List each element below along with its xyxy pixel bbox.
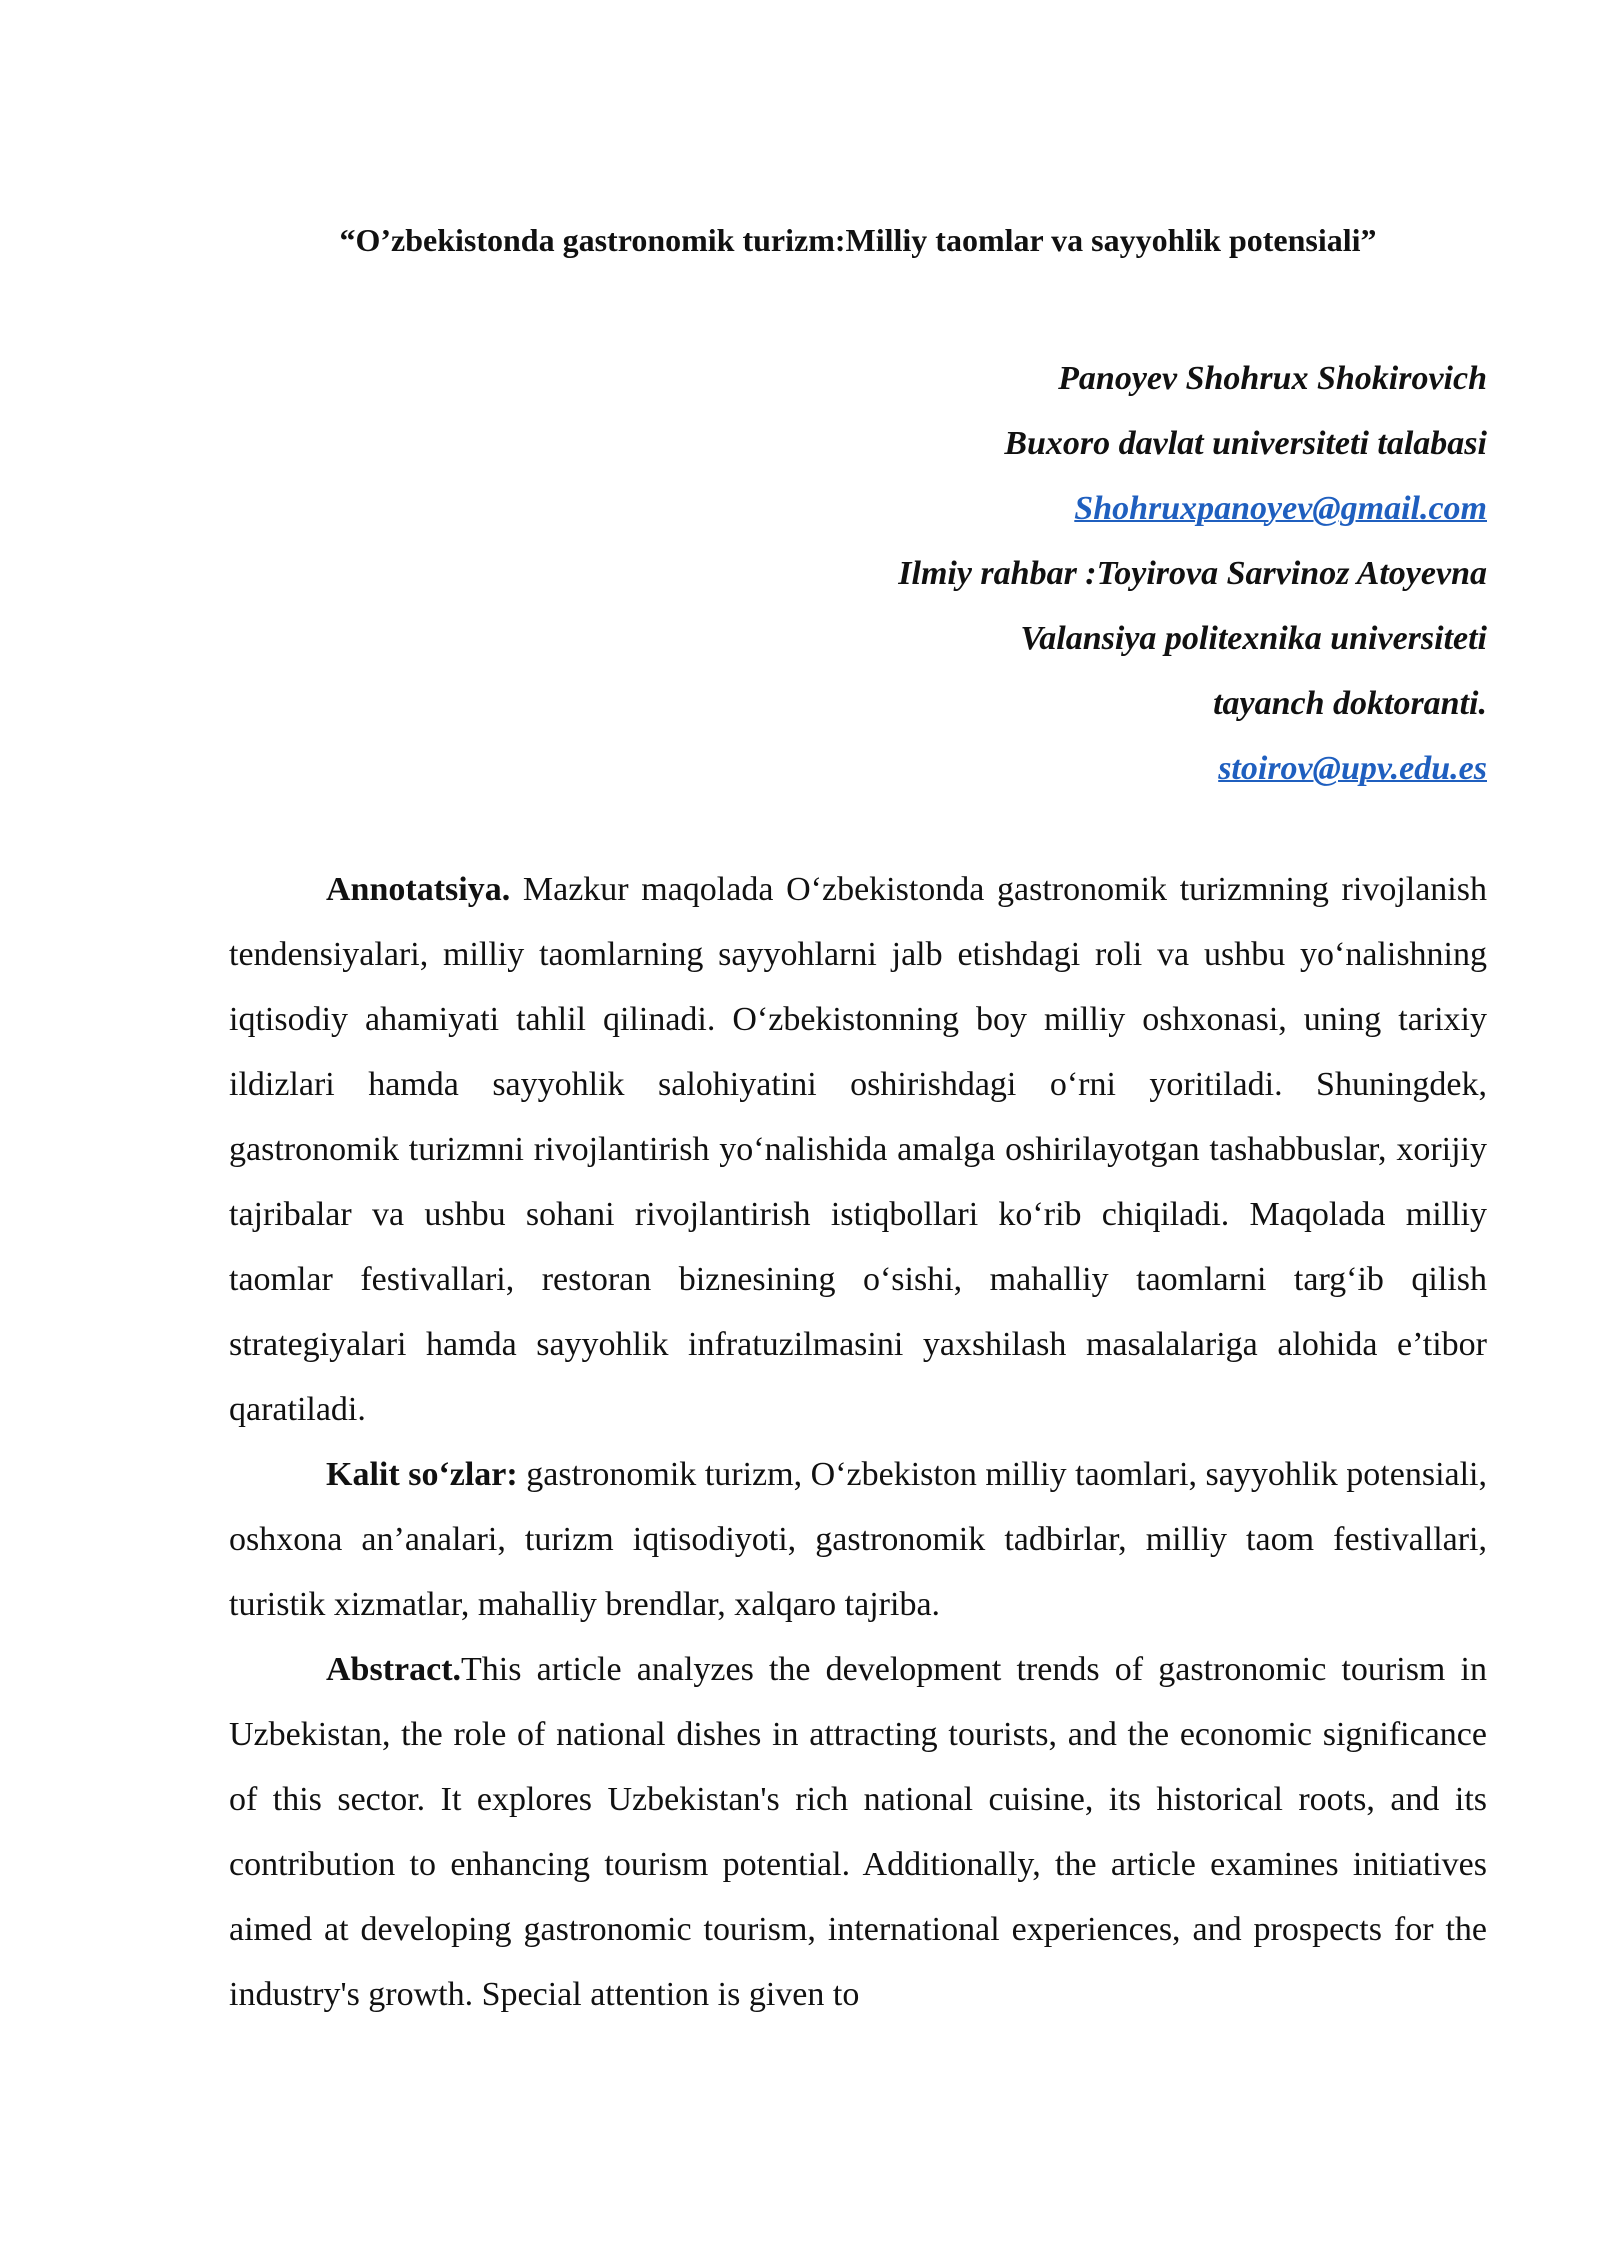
supervisor-affiliation-1: Valansiya politexnika universiteti [1020,620,1487,657]
author-affiliation: Buxoro davlat universiteti talabasi [1004,425,1487,462]
author-email-link[interactable]: Shohruxpanoyev@gmail.com [1074,490,1487,527]
supervisor-email-link[interactable]: stoirov@upv.edu.es [1218,750,1487,787]
abstract-label: Abstract. [326,1651,462,1688]
supervisor-email-row [587,736,1487,801]
abstract-paragraph [229,1637,1487,2027]
author-email-row [587,476,1487,541]
body-text [229,857,1487,2027]
author-block [587,346,1487,801]
author-name: Panoyev Shohrux Shokirovich [1058,360,1487,397]
supervisor-line: Ilmiy rahbar :Toyirova Sarvinoz Atoyevna [898,555,1487,592]
keywords-paragraph [229,1442,1487,1637]
annotation-paragraph [229,857,1487,1442]
abstract-text: This article analyzes the development trends of gastronomic tourism in Uzbekistan, the role of national dishes in attracting tourists, and the economic significance of this sector. It explores Uzbekistan's rich national cuisine, its historical roots, and its contribution to enhancing tourism potential. Additionally, the article examines initiatives aimed at developing gastronomic tourism, international experiences, and prospects for the industry's growth. Special attention is given to [229,1651,1487,2013]
supervisor-affiliation-2: tayanch doktoranti. [1213,685,1487,722]
annotation-label: Annotatsiya. [326,871,511,908]
keywords-text: gastronomik turizm, O‘zbekiston milliy taomlari, sayyohlik potensiali, oshxona an’analari, turizm iqtisodiyoti, gastronomik tadbirlar, milliy taom festivallari, turistik xizmatlar, mahalliy brendlar, xalqaro tajriba. [229,1456,1487,1623]
article-title: “O’zbekistonda gastronomik turizm:Milliy taomlar va sayyohlik potensiali” [339,222,1377,258]
keywords-label: Kalit so‘zlar: [326,1456,518,1493]
annotation-text: Mazkur maqolada O‘zbekistonda gastronomik turizmning rivojlanish tendensiyalari, milliy taomlarning sayyohlarni jalb etishdagi roli va ushbu yo‘nalishning iqtisodiy ahamiyati tahlil qilinadi. O‘zbekistonning boy milliy oshxonasi, uning tarixiy ildizlari hamda sayyohlik salohiyatini oshirishdagi o‘rni yoritiladi. Shuningdek, gastronomik turizmni rivojlantirish yo‘nalishida amalga oshirilayotgan tashabbuslar, xorijiy tajribalar va ushbu sohani rivojlantirish istiqbollari ko‘rib chiqiladi. Maqolada milliy taomlar festivallari, restoran biznesining o‘sishi, mahalliy taomlarni targ‘ib qilish strategiyalari hamda sayyohlik infratuzilmasini yaxshilash masalalariga alohida e’tibor qaratiladi. [229,871,1487,1428]
